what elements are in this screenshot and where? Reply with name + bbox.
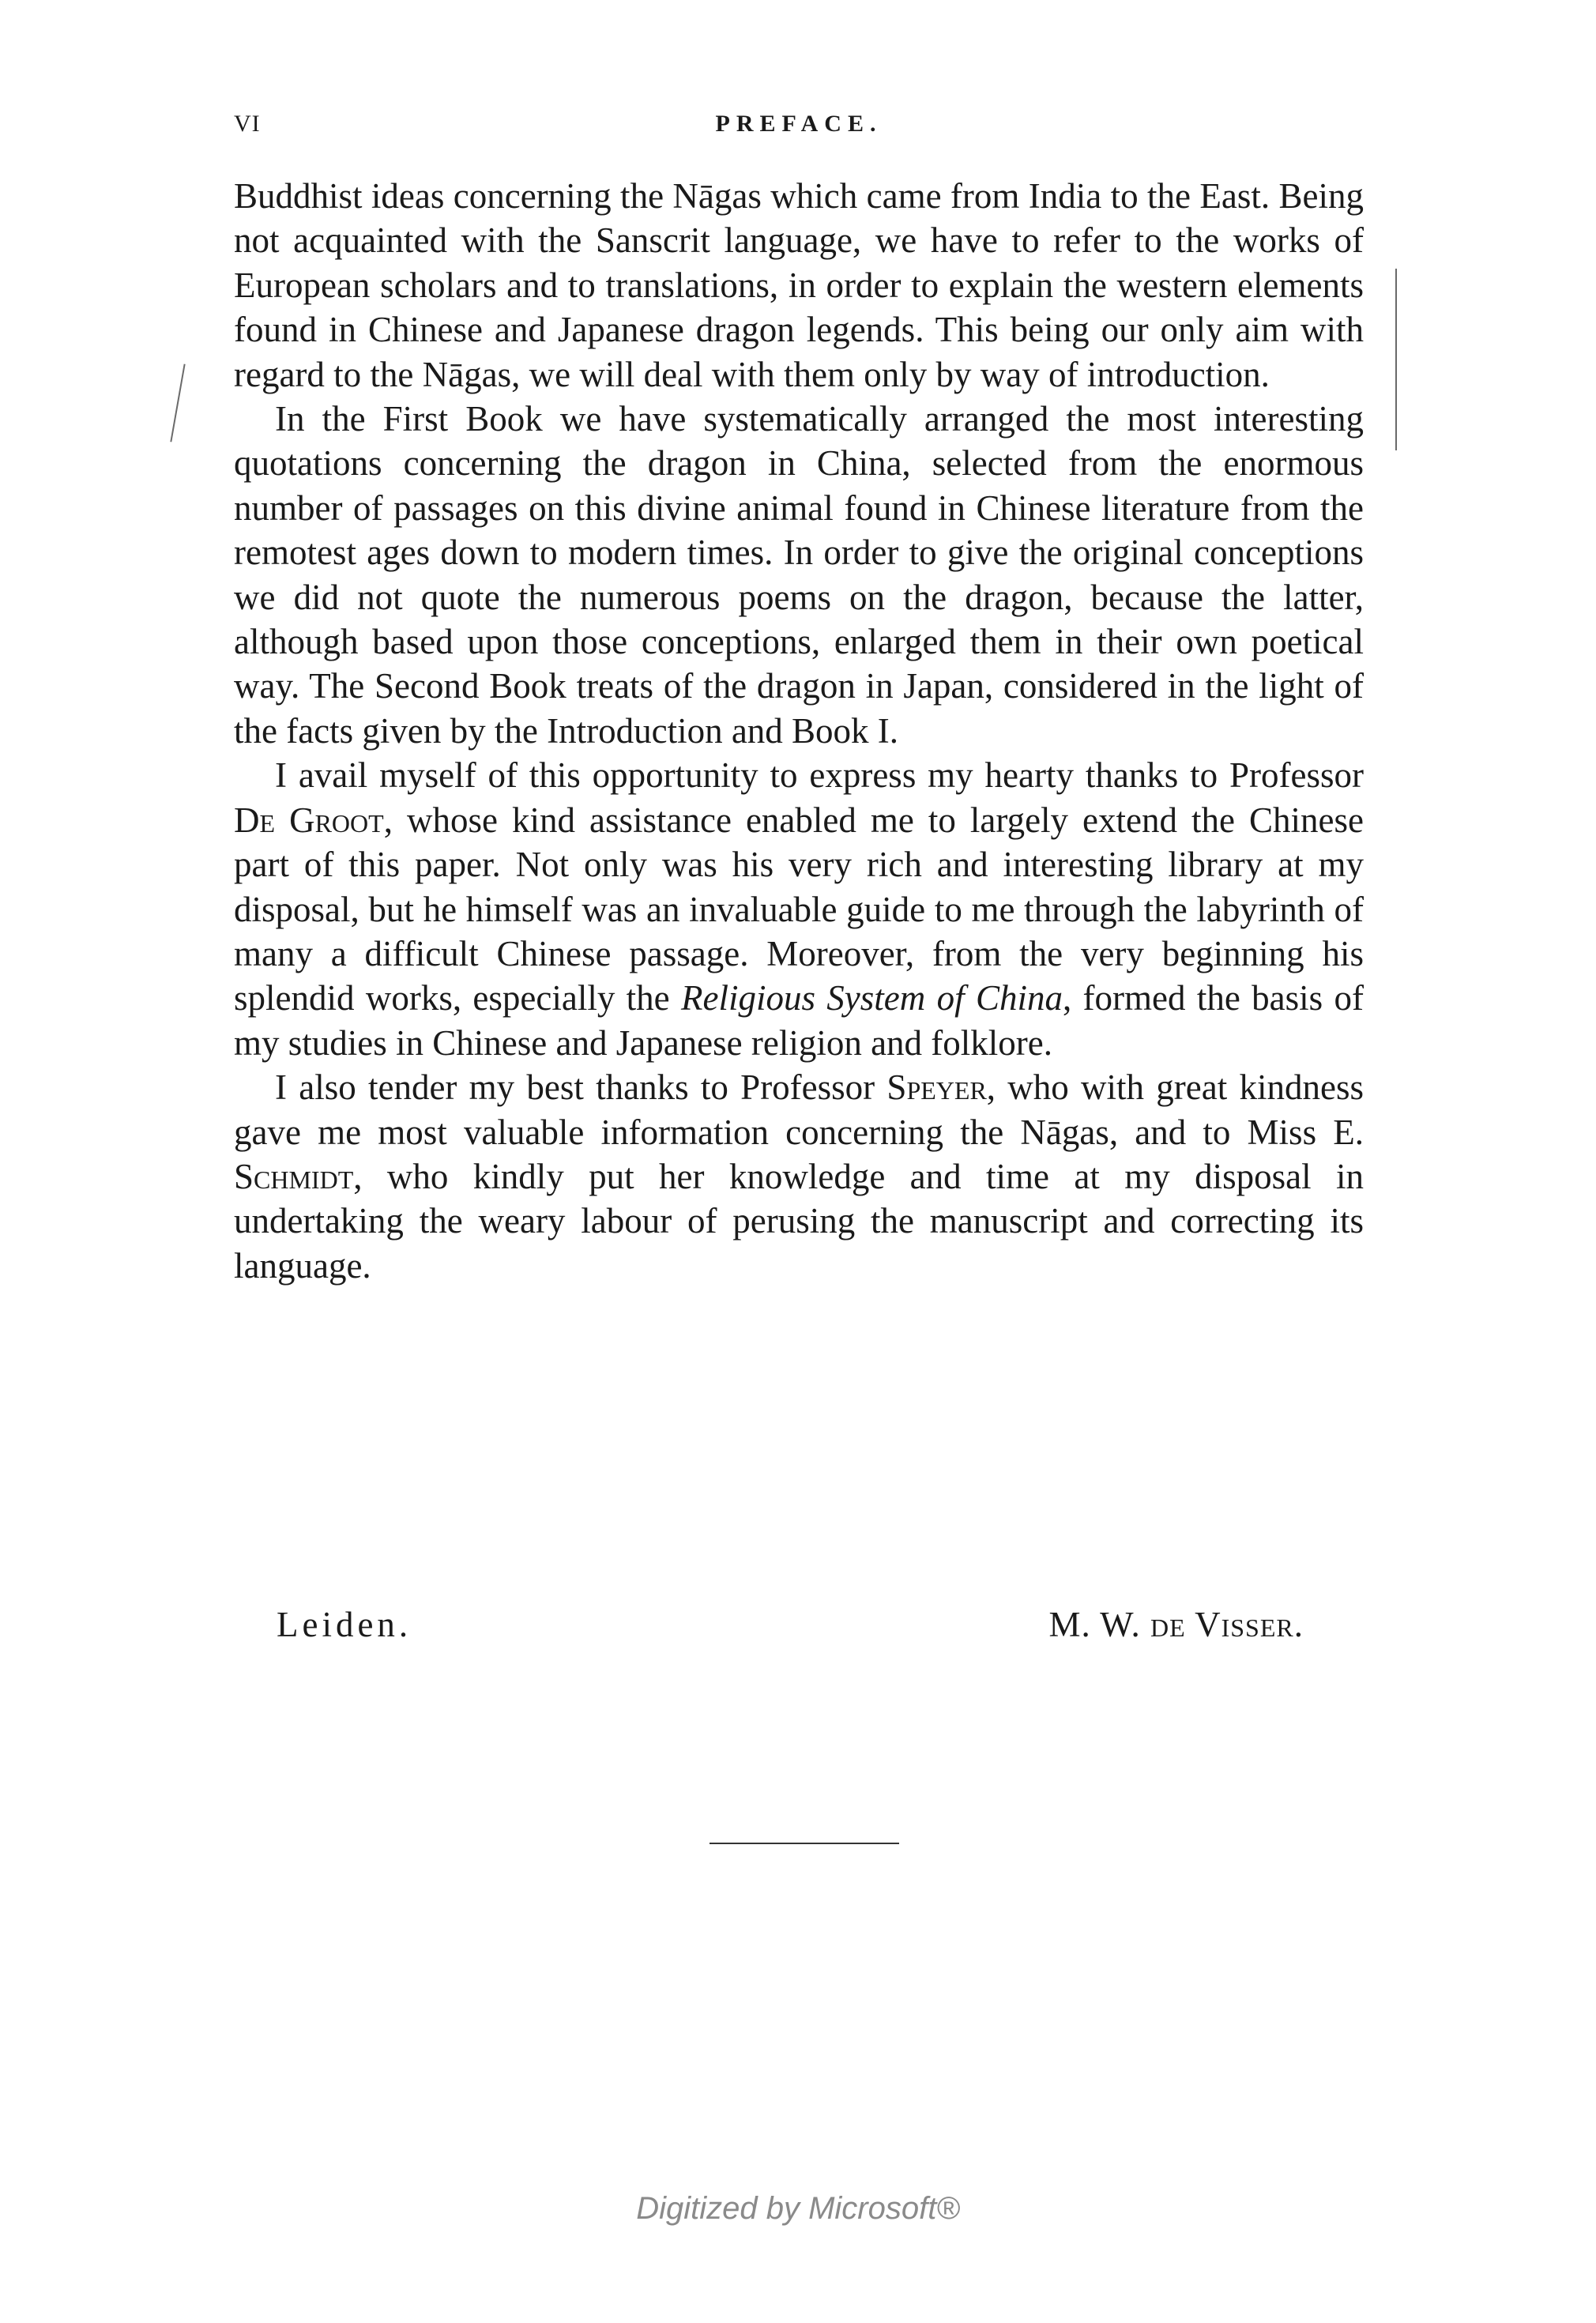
author-particle: de — [1150, 1605, 1186, 1644]
paragraph-thanks-speyer — [234, 1065, 1364, 1288]
author-surname: Visser. — [1185, 1605, 1304, 1644]
person-name: Schmidt — [234, 1156, 354, 1196]
paragraph-nagas: Buddhist ideas concerning the Nāgas which came from India to the East. Being not acquainted with the Sanscrit language, we have to refer to the works of European scholars and to translations, in order to explain the western elements found in Chinese and Japanese dragon legends. This being our only aim with regard to the Nāgas, we will deal with them only by way of introduction. — [234, 176, 1364, 394]
book-title: Religious System of China — [680, 978, 1063, 1018]
text-run: , who kindly put her knowledge and time at my disposal in undertaking the weary labour of perusing the manuscript and correcting its language. — [234, 1156, 1364, 1286]
preface-body — [234, 174, 1364, 1288]
text-run: , whose kind assistance enabled me to largely extend the Chinese part of this paper. Not only was his very rich and interesting library at my disposal, but he himself was an invaluable guide to me through the labyrinth of many a difficult Chinese passage. Moreover, from the very beginning his splendid works, especially the — [234, 800, 1365, 1018]
running-title: PREFACE. — [715, 111, 883, 137]
person-name: De Groot — [234, 800, 384, 840]
text-run: , who with great kindness gave me most valuable information concerning the Nāgas, and to Miss E. — [234, 1067, 1365, 1152]
left-margin-pencil-mark — [170, 364, 185, 442]
signature-author — [1048, 1604, 1304, 1645]
paragraph-first-book: In the First Book we have systematically arranged the most interesting quotations concerning the dragon in China, selected from the enormous number of passages on this divine animal found in Chinese literature from the remotest ages down to modern times. In order to give the original conceptions we did not quote the numerous poems on the dragon, because the latter, although based upon those conceptions, enlarged them in their own poetical way. The Second Book treats of the dragon in Japan, considered in the light of the facts given by the Introduction and Book I. — [234, 399, 1364, 751]
paragraph-thanks-de-groot — [234, 753, 1364, 1065]
text-run: I avail myself of this opportunity to express my hearty thanks to Professor — [275, 755, 1364, 796]
right-margin-pencil-mark — [1395, 269, 1397, 450]
author-initials: M. W. — [1048, 1605, 1151, 1644]
digitization-watermark: Digitized by Microsoft® — [636, 2191, 960, 2226]
page-number: VI — [234, 111, 261, 137]
person-name: Speyer — [886, 1067, 987, 1108]
signature-place: Leiden. — [277, 1605, 412, 1644]
text-run: , formed the basis of my studies in Chinese and Japanese religion and folklore. — [234, 978, 1364, 1063]
signature-line — [277, 1604, 1304, 1651]
closing-rule — [710, 1843, 899, 1844]
page-header — [234, 111, 1364, 150]
text-run: I also tender my best thanks to Professor — [275, 1067, 887, 1108]
